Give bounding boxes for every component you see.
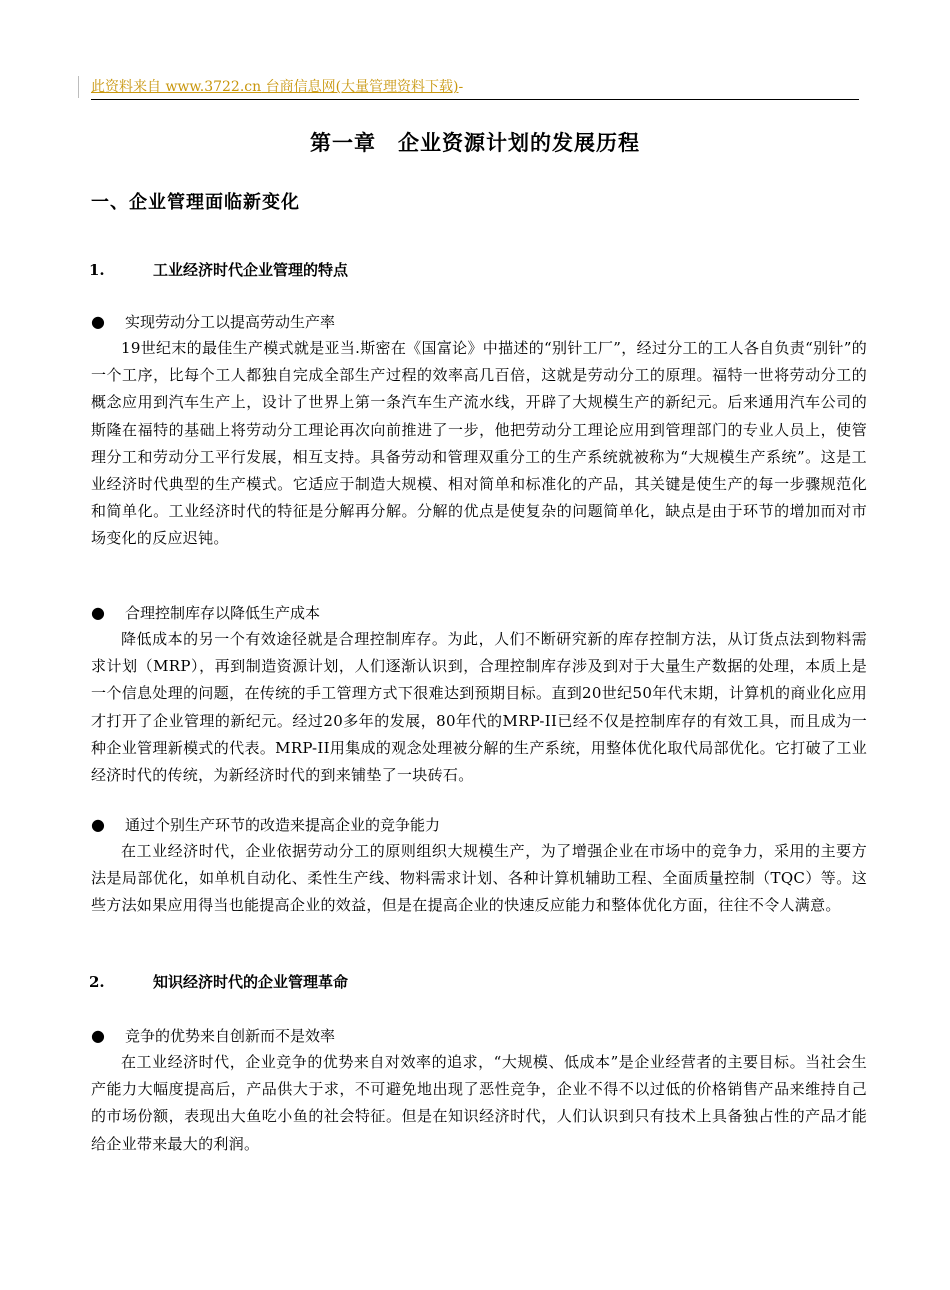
bullet-marker: ● — [91, 312, 105, 331]
bullet-heading — [91, 310, 335, 334]
bullet-marker: ● — [91, 603, 105, 622]
subsection-heading-2 — [89, 970, 348, 994]
subsection-number: 2. — [89, 973, 105, 991]
body-paragraph: 在工业经济时代，企业依据劳动分工的原则组织大规模生产，为了增强企业在市场中的竞争力，采用的主要方法是局部优化，如单机自动化、柔性生产线、物料需求计划、各种计算机辅助工程、全面质量控制（TQC）等。这些方法如果应用得当也能提高企业的效益，但是在提高企业的快速反应能力和整体优化方面，往往不令人满意。 — [91, 842, 867, 915]
source-prefix: 此资料来自 — [91, 79, 166, 95]
site-url: www.3722.cn — [165, 79, 262, 95]
subsection-heading-1 — [89, 258, 348, 282]
header-trailing-mark: - — [458, 79, 464, 95]
subsection-title: 工业经济时代企业管理的特点 — [153, 261, 349, 279]
section-title: 一、企业管理面临新变化 — [91, 192, 300, 213]
chapter-title: 第一章 企业资源计划的发展历程 — [310, 130, 640, 155]
source-link[interactable] — [91, 79, 459, 95]
bullet-heading — [91, 601, 320, 625]
source-header — [91, 76, 463, 98]
bullet-marker: ● — [91, 815, 105, 834]
bullet-heading-text: 竞争的优势来自创新而不是效率 — [125, 1027, 336, 1045]
bullet-heading — [91, 813, 440, 837]
subsection-number: 1. — [89, 261, 105, 279]
bullet-heading-text: 合理控制库存以降低生产成本 — [125, 604, 321, 622]
bullet-heading-text: 通过个别生产环节的改造来提高企业的竞争能力 — [125, 816, 441, 834]
bullet-marker: ● — [91, 1026, 105, 1045]
body-paragraph: 在工业经济时代，企业竞争的优势来自对效率的追求，“大规模、低成本”是企业经营者的主要目标。当社会生产能力大幅度提高后，产品供大于求，不可避免地出现了恶性竞争，企业不得不以过低的价格销售产品来维持自己的市场份额，表现出大鱼吃小鱼的社会特征。但是在知识经济时代，人们认识到只有技术上具备独占性的产品才能给企业带来最大的利润。 — [91, 1053, 867, 1153]
bullet-heading — [91, 1024, 335, 1048]
body-paragraph: 降低成本的另一个有效途径就是合理控制库存。为此，人们不断研究新的库存控制方法，从订货点法到物料需求计划（MRP），再到制造资源计划，人们逐渐认识到，合理控制库存涉及到对于大量生产数据的处理，本质上是一个信息处理的问题，在传统的手工管理方式下很难达到预期目标。直到20世纪50年代末期，计算机的商业化应用才打开了企业管理的新纪元。经过20多年的发展，80年代的MRP-II已经不仅是控制库存的有效工具，而且成为一种企业管理新模式的代表。MRP-II用集成的观念处理被分解的生产系统，用整体优化取代局部优化。它打破了工业经济时代的传统，为新经济时代的到来铺垫了一块砖石。 — [91, 630, 867, 785]
bullet-heading-text: 实现劳动分工以提高劳动生产率 — [125, 313, 336, 331]
header-margin-mark — [78, 76, 79, 98]
site-name: 台商信息网(大量管理资料下载) — [261, 79, 459, 95]
body-paragraph: 19世纪末的最佳生产模式就是亚当.斯密在《国富论》中描述的“别针工厂”，经过分工的工人各自负责“别针”的一个工序，比每个工人都独自完成全部生产过程的效率高几百倍，这就是劳动分工的原理。福特一世将劳动分工的概念应用到汽车生产上，设计了世界上第一条汽车生产流水线，开辟了大规模生产的新纪元。后来通用汽车公司的斯隆在福特的基础上将劳动分工理论再次向前推进了一步，他把劳动分工理论应用到管理部门的专业人员上，使管理分工和劳动分工平行发展，相互支持。具备劳动和管理双重分工的生产系统就被称为“大规模生产系统”。这是工业经济时代典型的生产模式。它适应于制造大规模、相对简单和标准化的产品，其关键是使生产的每一步骤规范化和简单化。工业经济时代的特征是分解再分解。分解的优点是使复杂的问题简单化，缺点是由于环节的增加而对市场变化的反应迟钝。 — [91, 339, 867, 548]
subsection-title: 知识经济时代的企业管理革命 — [153, 973, 349, 991]
header-rule — [91, 99, 859, 100]
